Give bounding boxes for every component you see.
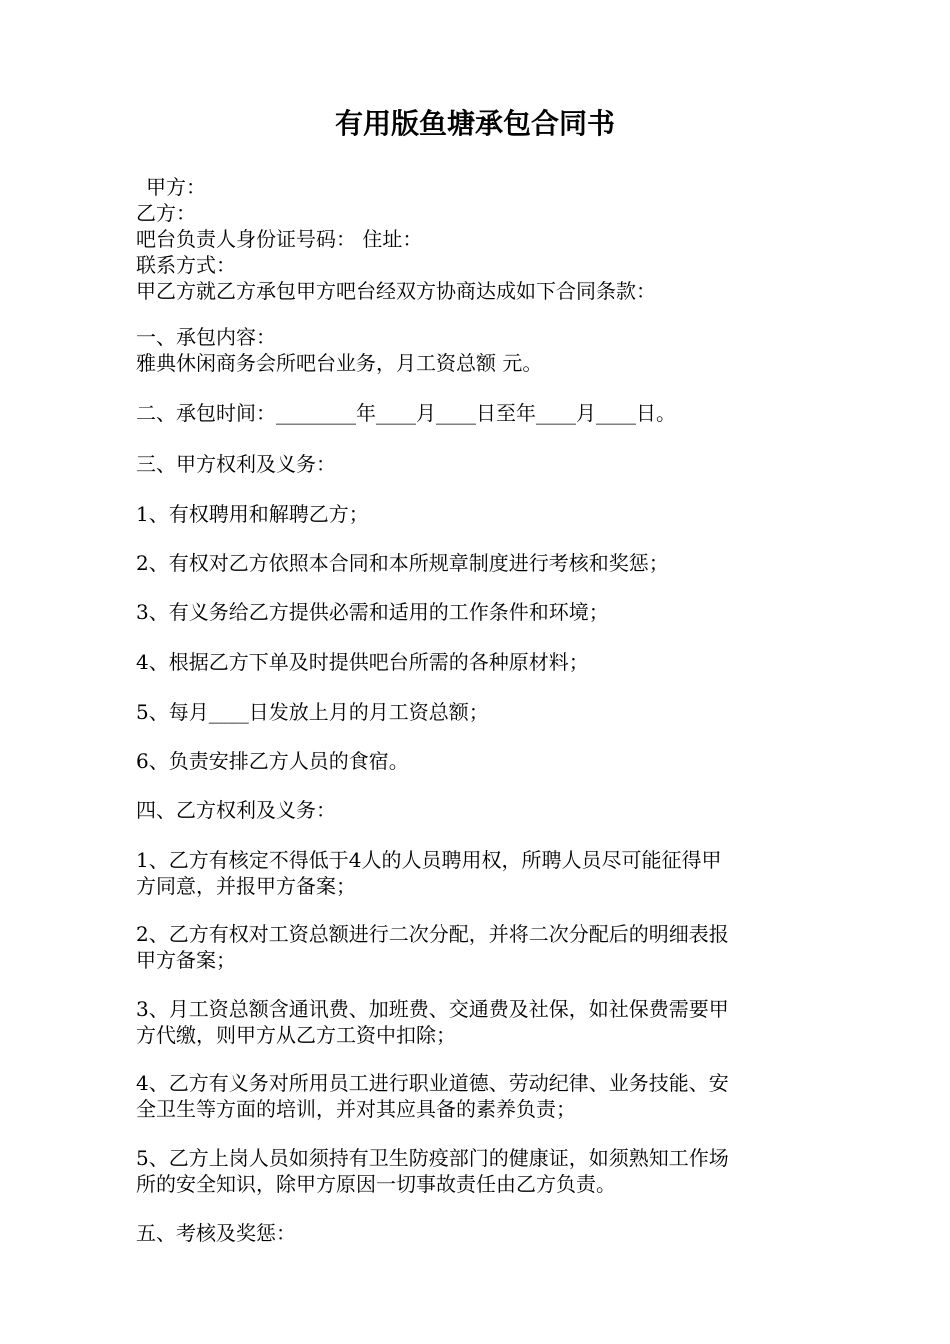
- document-title: 有用版鱼塘承包合同书: [334, 107, 615, 140]
- party-b-line: 乙方：: [136, 201, 196, 225]
- section-3-item-2: 2、有权对乙方依照本合同和本所规章制度进行考核和奖惩；: [136, 551, 669, 575]
- section-3-item-6: 6、负责安排乙方人员的食宿。: [136, 749, 409, 773]
- section-1-heading: 一、承包内容：: [136, 325, 276, 349]
- section-4-item-5-line-2: 所的安全知识，除甲方原因一切事故责任由乙方负责。: [136, 1172, 616, 1196]
- section-4-item-1-line-2: 方同意，并报甲方备案；: [136, 874, 356, 898]
- intro-line: 甲乙方就乙方承包甲方吧台经双方协商达成如下合同条款：: [136, 279, 656, 303]
- section-5-heading: 五、考核及奖惩：: [136, 1221, 296, 1245]
- id-address-line: 吧台负责人身份证号码： 住址：: [136, 227, 423, 251]
- section-4-item-3-line-1: 3、月工资总额含通讯费、加班费、交通费及社保，如社保费需要甲: [136, 997, 729, 1021]
- section-3-item-5: 5、每月____日发放上月的月工资总额；: [136, 700, 489, 724]
- section-4-item-2-line-1: 2、乙方有权对工资总额进行二次分配，并将二次分配后的明细表报: [136, 922, 729, 946]
- section-4-item-1-line-1: 1、乙方有核定不得低于4人的人员聘用权，所聘人员尽可能征得甲: [136, 848, 722, 872]
- section-1-content: 雅典休闲商务会所吧台业务，月工资总额 元。: [136, 351, 543, 375]
- section-3-item-4: 4、根据乙方下单及时提供吧台所需的各种原材料；: [136, 650, 589, 674]
- section-3-item-1: 1、有权聘用和解聘乙方；: [136, 502, 369, 526]
- section-4-item-4-line-1: 4、乙方有义务对所用员工进行职业道德、劳动纪律、业务技能、安: [136, 1071, 729, 1095]
- section-3-item-3: 3、有义务给乙方提供必需和适用的工作条件和环境；: [136, 600, 609, 624]
- section-4-item-2-line-2: 甲方备案；: [136, 948, 236, 972]
- section-2-heading: 二、承包时间：________年____月____日至年____月____日。: [136, 401, 676, 425]
- section-4-item-3-line-2: 方代缴，则甲方从乙方工资中扣除；: [136, 1023, 456, 1047]
- section-4-item-4-line-2: 全卫生等方面的培训，并对其应具备的素养负责；: [136, 1097, 576, 1121]
- section-4-item-5-line-1: 5、乙方上岗人员如须持有卫生防疫部门的健康证，如须熟知工作场: [136, 1146, 729, 1170]
- party-a-line: 甲方：: [146, 175, 206, 199]
- section-3-heading: 三、甲方权利及义务：: [136, 452, 336, 476]
- section-4-heading: 四、乙方权利及义务：: [136, 798, 336, 822]
- contact-line: 联系方式：: [136, 253, 236, 277]
